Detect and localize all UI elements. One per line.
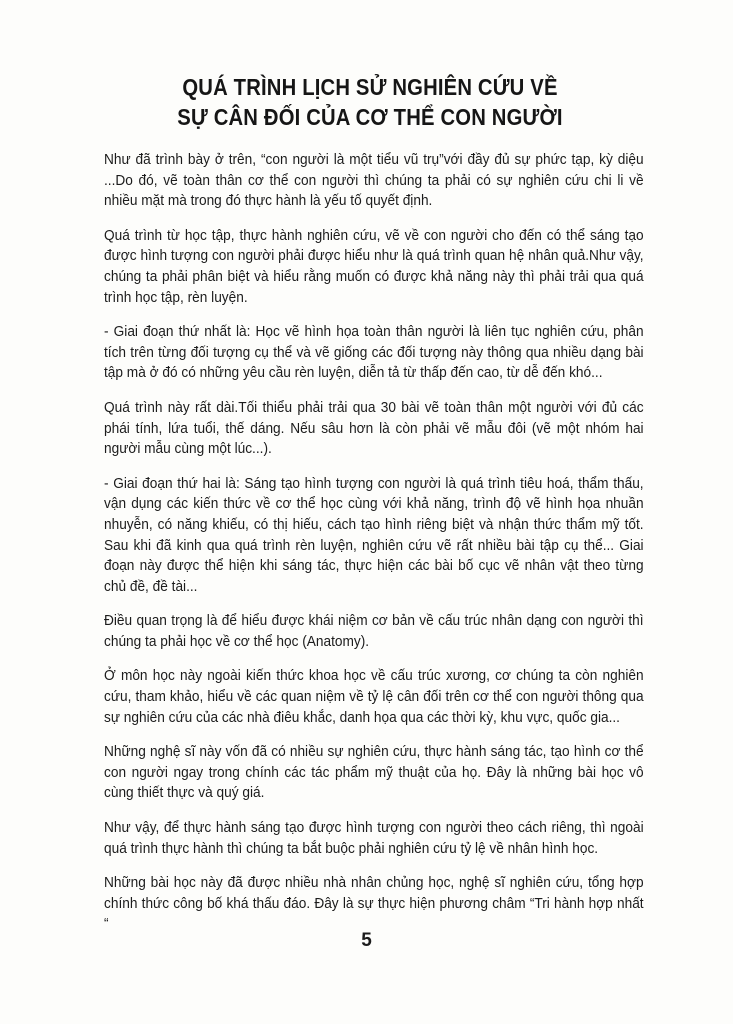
body-text [104, 150, 644, 949]
paragraph: - Giai đoạn thứ hai là: Sáng tạo hình tượng con người là quá trình tiêu hoá, thẩm thấu, vận dụng các kiến thức về cơ thể học cùng với khả năng, trình độ vẽ hình họa nhuần nhuyễn, có năng khiếu, có thị hiếu, cách tạo hình riêng biệt và nhận thức thẩm mỹ tốt. Sau khi đã kinh qua quá trình rèn luyện, nghiên cứu vẽ rất nhiều bài tập cụ thể... Giai đoạn này được thể hiện khi sáng tác, thực hiện các bài bố cục vẽ nhân vật theo từng chủ đề, đề tài... [104, 475, 644, 595]
page-title [97, 72, 643, 132]
paragraph: - Giai đoạn thứ nhất là: Học vẽ hình họa toàn thân người là liên tục nghiên cứu, phân tích trên từng đối tượng cụ thể và vẽ giống các đối tượng này thông qua nhiều dạng bài tập mà ở đó có những yêu cầu rèn luyện, diễn tả từ thấp đến cao, từ dễ đến khó... [104, 324, 644, 382]
paragraph: Điều quan trọng là để hiểu được khái niệm cơ bản về cấu trúc nhân dạng con người thì chúng ta phải học về cơ thể học (Anatomy). [104, 613, 644, 650]
paragraph: Ở môn học này ngoài kiến thức khoa học về cấu trúc xương, cơ chúng ta còn nghiên cứu, tham khảo, hiểu về các quan niệm về tỷ lệ cân đối trên cơ thể con người thông qua sự nghiên cứu của các nhà điêu khắc, danh họa qua các thời kỳ, khu vực, quốc gia... [104, 668, 644, 726]
paragraph: Như đã trình bày ở trên, “con người là một tiểu vũ trụ”với đầy đủ sự phức tạp, kỳ diệu ...Do đó, vẽ toàn thân cơ thể con người thì chúng ta phải có sự nghiên cứu chi li về nhiều mặt mà trong đó thực hành là yếu tố quyết định. [104, 152, 644, 210]
title-line-2: SỰ CÂN ĐỐI CỦA CƠ THỂ CON NGƯỜI [177, 104, 563, 130]
paragraph: Quá trình này rất dài.Tối thiểu phải trải qua 30 bài vẽ toàn thân một người với đủ các phái tính, lứa tuổi, thế dáng. Nếu sâu hơn là còn phải vẽ mẫu đôi (vẽ một nhóm hai người mẫu cùng một lúc...). [104, 399, 644, 458]
paragraph: Như vậy, để thực hành sáng tạo được hình tượng con người theo cách riêng, thì ngoài quá trình thực hành thì chúng ta bắt buộc phải nghiên cứu tỷ lệ về nhân hình học. [104, 820, 644, 857]
title-line-1: QUÁ TRÌNH LỊCH SỬ NGHIÊN CỨU VỀ [182, 74, 558, 100]
paragraph: Những nghệ sĩ này vốn đã có nhiều sự nghiên cứu, thực hành sáng tác, tạo hình cơ thể con người ngay trong chính các tác phẩm mỹ thuật của họ. Đây là những bài học vô cùng thiết thực và quý giá. [104, 744, 644, 802]
page-number: 5 [361, 930, 372, 951]
paragraph: Những bài học này đã được nhiều nhà nhân chủng học, nghệ sĩ nghiên cứu, tổng hợp chính thức công bố khá thấu đáo. Đây là sự thực hiện phương châm “Tri hành hợp nhất “ [104, 875, 644, 933]
paragraph: Quá trình từ học tập, thực hành nghiên cứu, vẽ về con người cho đến có thể sáng tạo được hình tượng con người phải được hiểu như là quá trình quan hệ nhân quả.Như vậy, chúng ta phải phân biệt và hiểu rằng muốn có được khả năng này thì phải trải qua quá trình học tập, rèn luyện. [104, 227, 644, 306]
